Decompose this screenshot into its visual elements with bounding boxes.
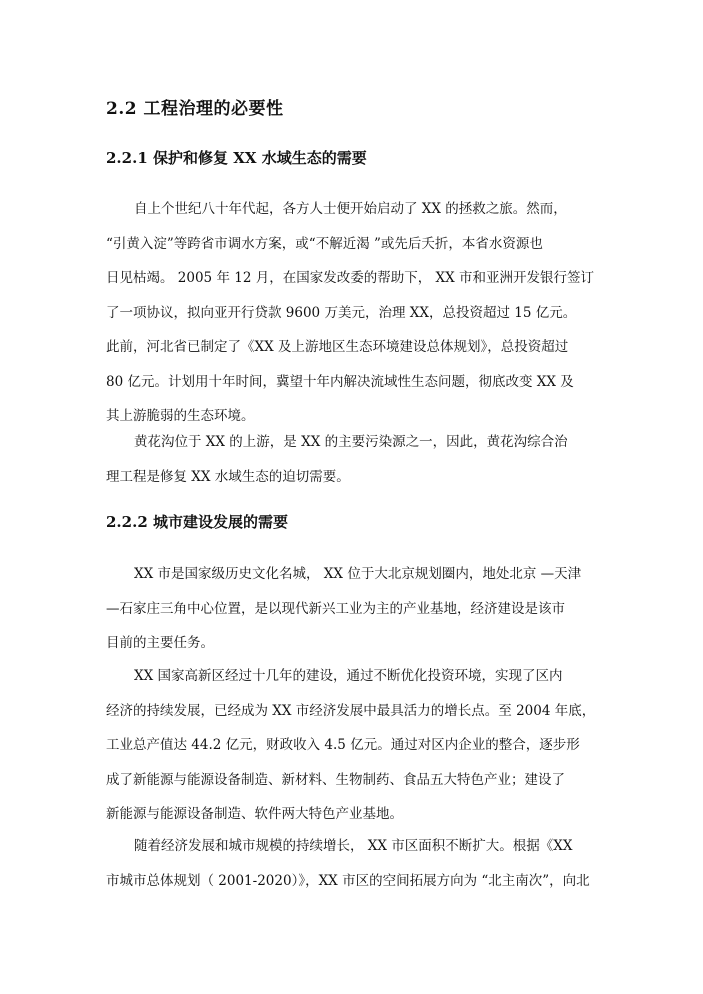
text-line: 随着经济发展和城市规模的持续增长， XX 市区面积不断扩大。根据《XX [134, 838, 573, 854]
paragraph-huanghuagou [106, 425, 606, 494]
paragraph-city-overview [106, 557, 606, 661]
text-line: 理工程是修复 XX 水域生态的迫切需要。 [106, 468, 350, 485]
text-line: 了一项协议，拟向亚开行贷款 9600 万美元，治理 XX，总投资超过 15 亿元。 [106, 304, 577, 321]
text-line: 80 亿元。计划用十年时间，冀望十年内解决流域性生态问题，彻底改变 XX 及 [106, 373, 574, 390]
text-line: 新能源与能源设备制造、软件两大特色产业基地。 [106, 806, 403, 822]
text-line: 其上游脆弱的生态环境。 [106, 408, 255, 424]
subsection-heading-2-2-2: 2.2.2 城市建设发展的需要 [106, 513, 288, 531]
text-line: 黄花沟位于 XX 的上游，是 XX 的主要污染源之一，因此，黄花沟综合治 [134, 434, 568, 450]
text-line: 日见枯竭。 2005 年 12 月，在国家发改委的帮助下， XX 市和亚洲开发银行签订 [106, 270, 595, 286]
text-line: “引黄入淀”等跨省市调水方案，或“不解近渴 ”或先后夭折，本省水资源也 [106, 235, 543, 252]
text-line: 此前，河北省已制定了《XX 及上游地区生态环境建设总体规划》，总投资超过 [106, 339, 569, 355]
paragraph-urban-expansion [106, 829, 606, 898]
text-line: 经济的持续发展，已经成为 XX 市经济发展中最具活力的增长点。至 2004 年底， [106, 702, 596, 719]
text-line: 工业总产值达 44.2 亿元，财政收入 4.5 亿元。通过对区内企业的整合，逐步形 [106, 737, 580, 753]
text-line: —石家庄三角中心位置，是以现代新兴工业为主的产业基地，经济建设是该市 [106, 600, 565, 617]
paragraph-ecology-history [106, 192, 606, 434]
text-line: XX 市是国家级历史文化名城， XX 位于大北京规划圈内，地处北京 —天津 [134, 566, 582, 582]
text-line: 成了新能源与能源设备制造、新材料、生物制药、食品五大特色产业；建设了 [106, 771, 565, 788]
subsection-heading-2-2-1: 2.2.1 保护和修复 XX 水域生态的需要 [106, 149, 367, 167]
text-line: XX 国家高新区经过十几年的建设，通过不断优化投资环境，实现了区内 [134, 668, 563, 684]
text-line: 市城市总体规划（ 2001-2020）》，XX 市区的空间拓展方向为 “北主南次”，向北 [106, 872, 590, 889]
text-line: 目前的主要任务。 [106, 635, 214, 651]
section-heading: 2.2 工程治理的必要性 [106, 99, 284, 119]
text-line: 自上个世纪八十年代起，各方人士便开始启动了 XX 的拯救之旅。然而， [134, 201, 567, 217]
paragraph-high-tech-zone [106, 659, 606, 832]
